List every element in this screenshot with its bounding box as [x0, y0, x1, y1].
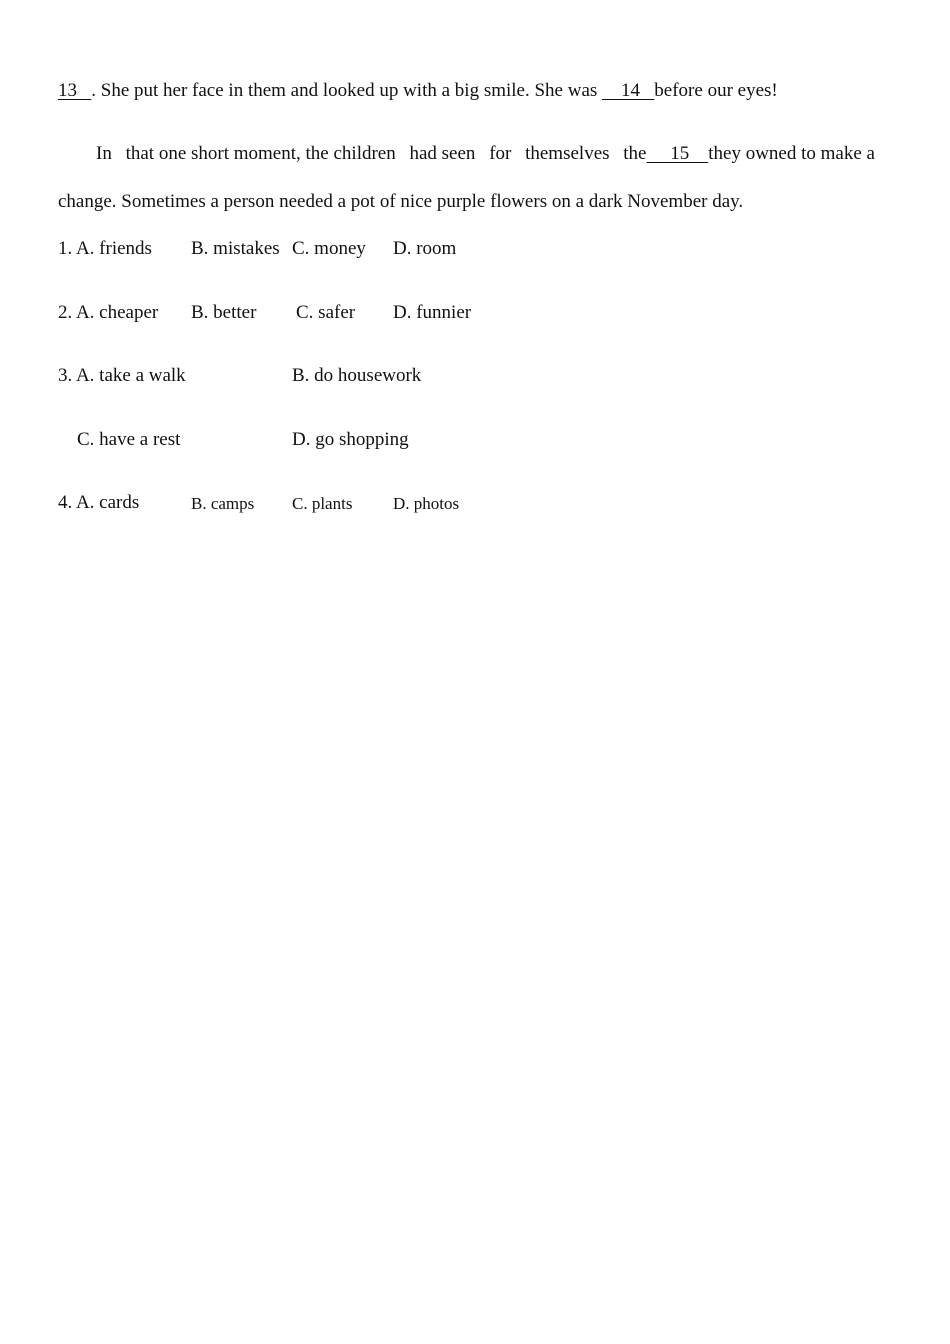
option-a: 1. A. friends	[58, 238, 152, 259]
option-c: C. plants	[292, 494, 353, 513]
passage-word: the	[623, 143, 647, 164]
option-c: C. safer	[296, 302, 356, 323]
passage-text: . She put her face in them and looked up with a big smile. She was	[91, 80, 603, 101]
option-b: B. camps	[191, 494, 255, 513]
option-c: C. have a rest	[77, 429, 181, 450]
passage-word: that one short moment, the children	[125, 143, 396, 164]
passage-line-2	[96, 142, 875, 166]
blank-13: 13	[58, 80, 92, 101]
option-b: B. better	[191, 302, 257, 323]
option-b: B. do housework	[292, 365, 422, 386]
blank-15: 15	[646, 143, 709, 164]
passage-word: for	[489, 143, 512, 164]
option-a: 4. A. cards	[58, 492, 140, 513]
passage-line-3: change. Sometimes a person needed a pot of nice purple flowers on a dark November day.	[58, 191, 744, 212]
passage-word: In	[96, 143, 112, 164]
passage-word: had seen	[409, 143, 476, 164]
blank-14: 14	[602, 80, 655, 101]
option-c: C. money	[292, 238, 366, 259]
option-d: D. go shopping	[292, 429, 409, 450]
passage-text: before our eyes!	[654, 80, 778, 101]
option-d: D. funnier	[393, 302, 472, 323]
option-a: 3. A. take a walk	[58, 365, 186, 386]
passage-word: they owned to make a	[708, 143, 875, 164]
option-b: B. mistakes	[191, 238, 280, 259]
passage-line-1	[58, 79, 778, 103]
option-d: D. room	[393, 238, 457, 259]
option-d: D. photos	[393, 494, 460, 513]
passage-word: themselves	[525, 143, 610, 164]
option-a: 2. A. cheaper	[58, 302, 159, 323]
